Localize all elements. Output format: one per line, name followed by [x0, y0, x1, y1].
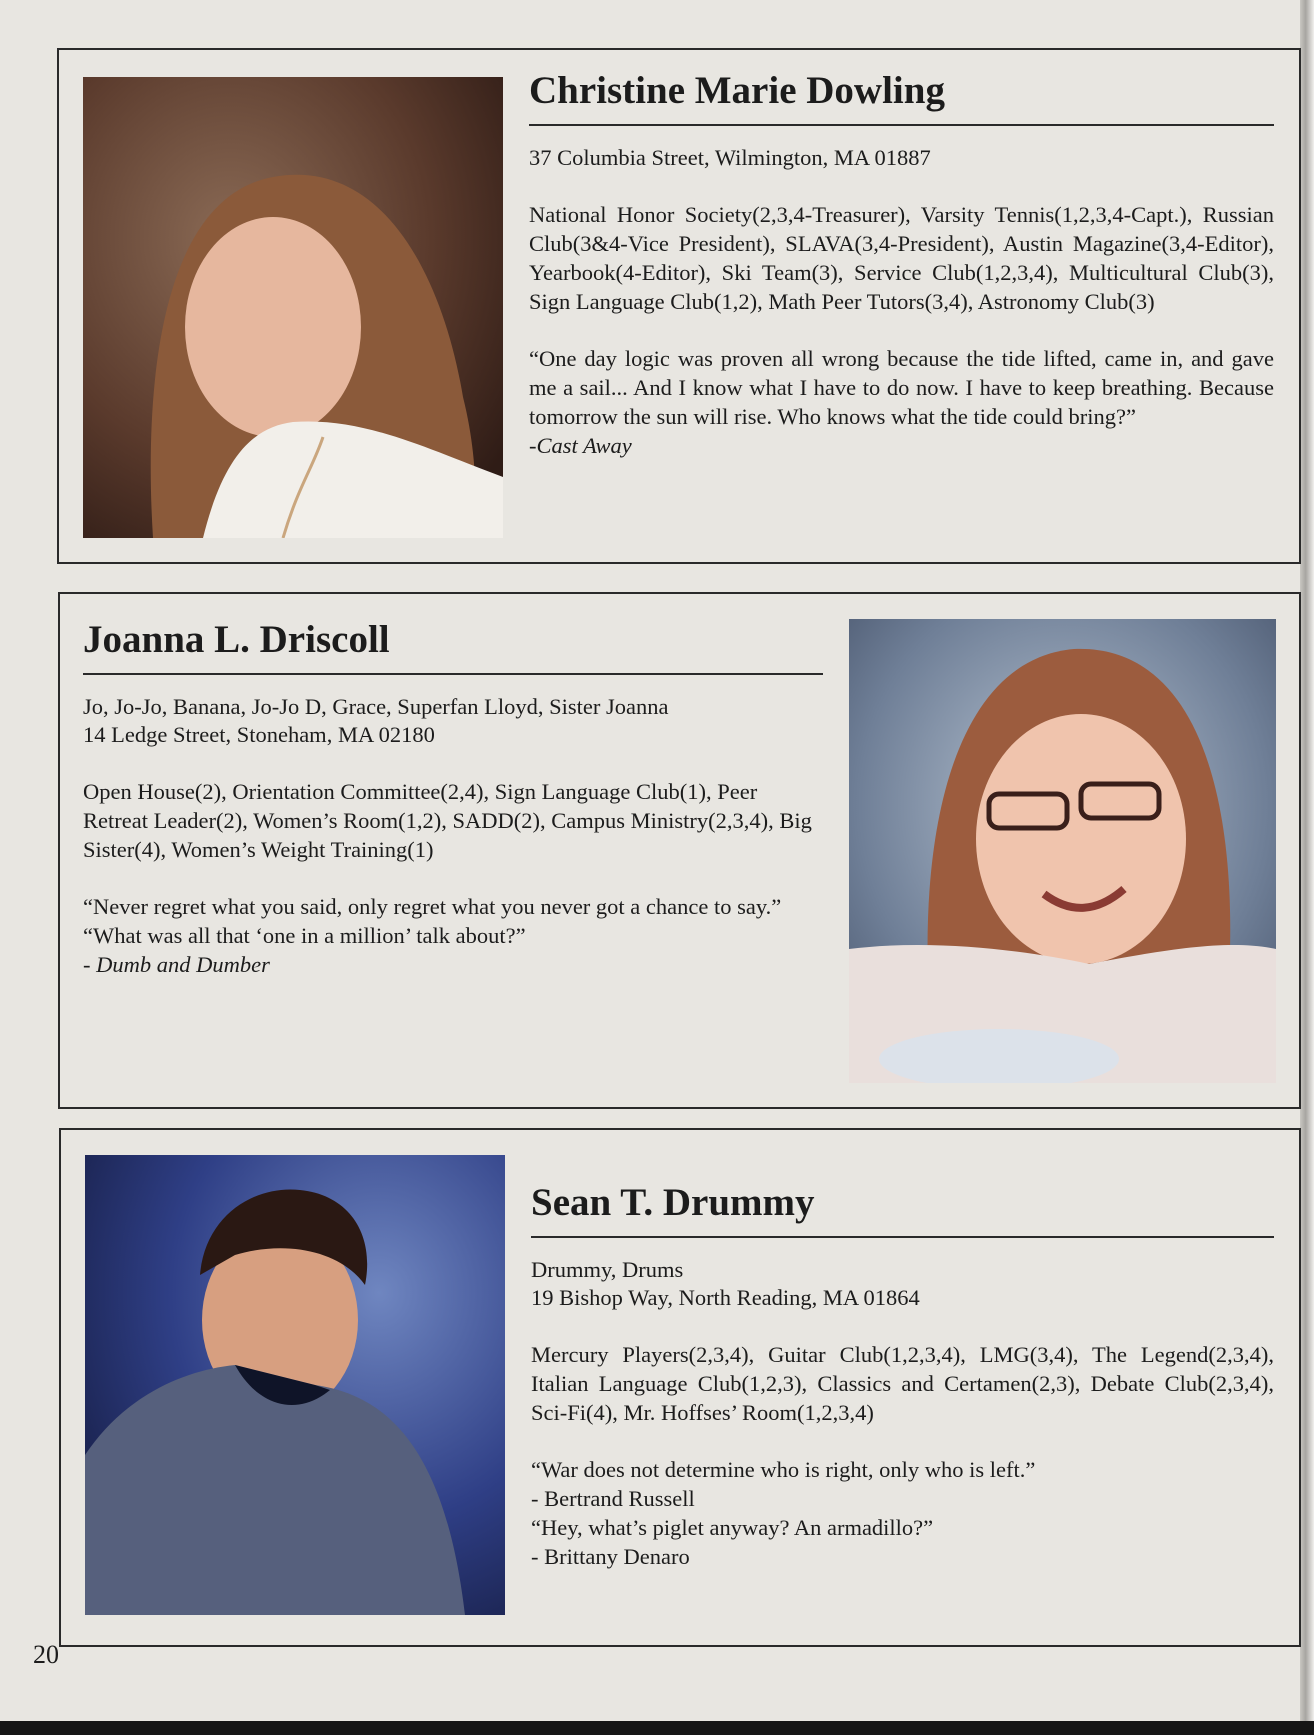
- student-nicknames: Jo, Jo-Jo, Banana, Jo-Jo D, Grace, Superfan Lloyd, Sister Joanna: [83, 694, 669, 719]
- senior-portrait-photo-2: [849, 619, 1276, 1083]
- quote-source: -Cast Away: [529, 433, 632, 458]
- quote-line: “Never regret what you said, only regret what you never got a chance to say.”: [83, 894, 782, 919]
- student-activities: Open House(2), Orientation Committee(2,4), Sign Language Club(1), Peer Retreat Leader(2), Women’s Room(1,2), SADD(2), Campus Ministry(2,3,4), Big Sister(4), Women’s Weight Training(1): [83, 779, 812, 862]
- student-address: 37 Columbia Street, Wilmington, MA 01887: [529, 145, 931, 170]
- student-activities: Mercury Players(2,3,4), Guitar Club(1,2,3,4), LMG(3,4), The Legend(2,3,4), Italian Language Club(1,2,3), Classics and Certamen(2,3), Debate Club(2,3,4), Sci-Fi(4), Mr. Hoffses’ Room(1,2,3,4): [531, 1342, 1274, 1425]
- quote-line: “Hey, what’s piglet anyway? An armadillo?”: [531, 1515, 934, 1540]
- quote-line: - Bertrand Russell: [531, 1486, 695, 1511]
- student-name: Joanna L. Driscoll: [83, 617, 823, 675]
- quote-line: “War does not determine who is right, only who is left.”: [531, 1457, 1036, 1482]
- senior-portrait-photo-1: [83, 77, 503, 538]
- senior-portrait-photo-3: [85, 1155, 505, 1615]
- senior-entry-text-3: [531, 1180, 1274, 1571]
- senior-entry-text-1: [529, 68, 1274, 460]
- scan-bottom-edge: [0, 1721, 1314, 1735]
- quote-line: - Brittany Denaro: [531, 1544, 690, 1569]
- student-quote: [83, 892, 823, 979]
- student-address: 19 Bishop Way, North Reading, MA 01864: [531, 1285, 920, 1310]
- page-binding-edge: [1300, 0, 1314, 1735]
- quote-source: - Dumb and Dumber: [83, 952, 270, 977]
- student-address: 14 Ledge Street, Stoneham, MA 02180: [83, 722, 435, 747]
- quote-line: “What was all that ‘one in a million’ talk about?”: [83, 923, 526, 948]
- student-quote: [531, 1455, 1274, 1571]
- student-nicknames: Drummy, Drums: [531, 1257, 684, 1282]
- student-activities: National Honor Society(2,3,4-Treasurer), Varsity Tennis(1,2,3,4-Capt.), Russian Club(3&4-Vice President), SLAVA(3,4-President), Austin Magazine(3,4-Editor), Yearbook(4-Editor), Ski Team(3), Service Club(1,2,3,4), Multicultural Club(3), Sign Language Club(1,2), Math Peer Tutors(3,4), Astronomy Club(3): [529, 202, 1274, 314]
- student-name: Christine Marie Dowling: [529, 68, 1274, 126]
- page-number: 20: [33, 1640, 59, 1669]
- senior-entry-text-2: [83, 617, 823, 979]
- quote-line: “One day logic was proven all wrong because the tide lifted, came in, and gave me a sail... And I know what I have to do now. I have to keep breathing. Because tomorrow the sun will rise. Who knows what the tide could bring?”: [529, 346, 1274, 429]
- student-quote: [529, 344, 1274, 460]
- student-name: Sean T. Drummy: [531, 1180, 1274, 1238]
